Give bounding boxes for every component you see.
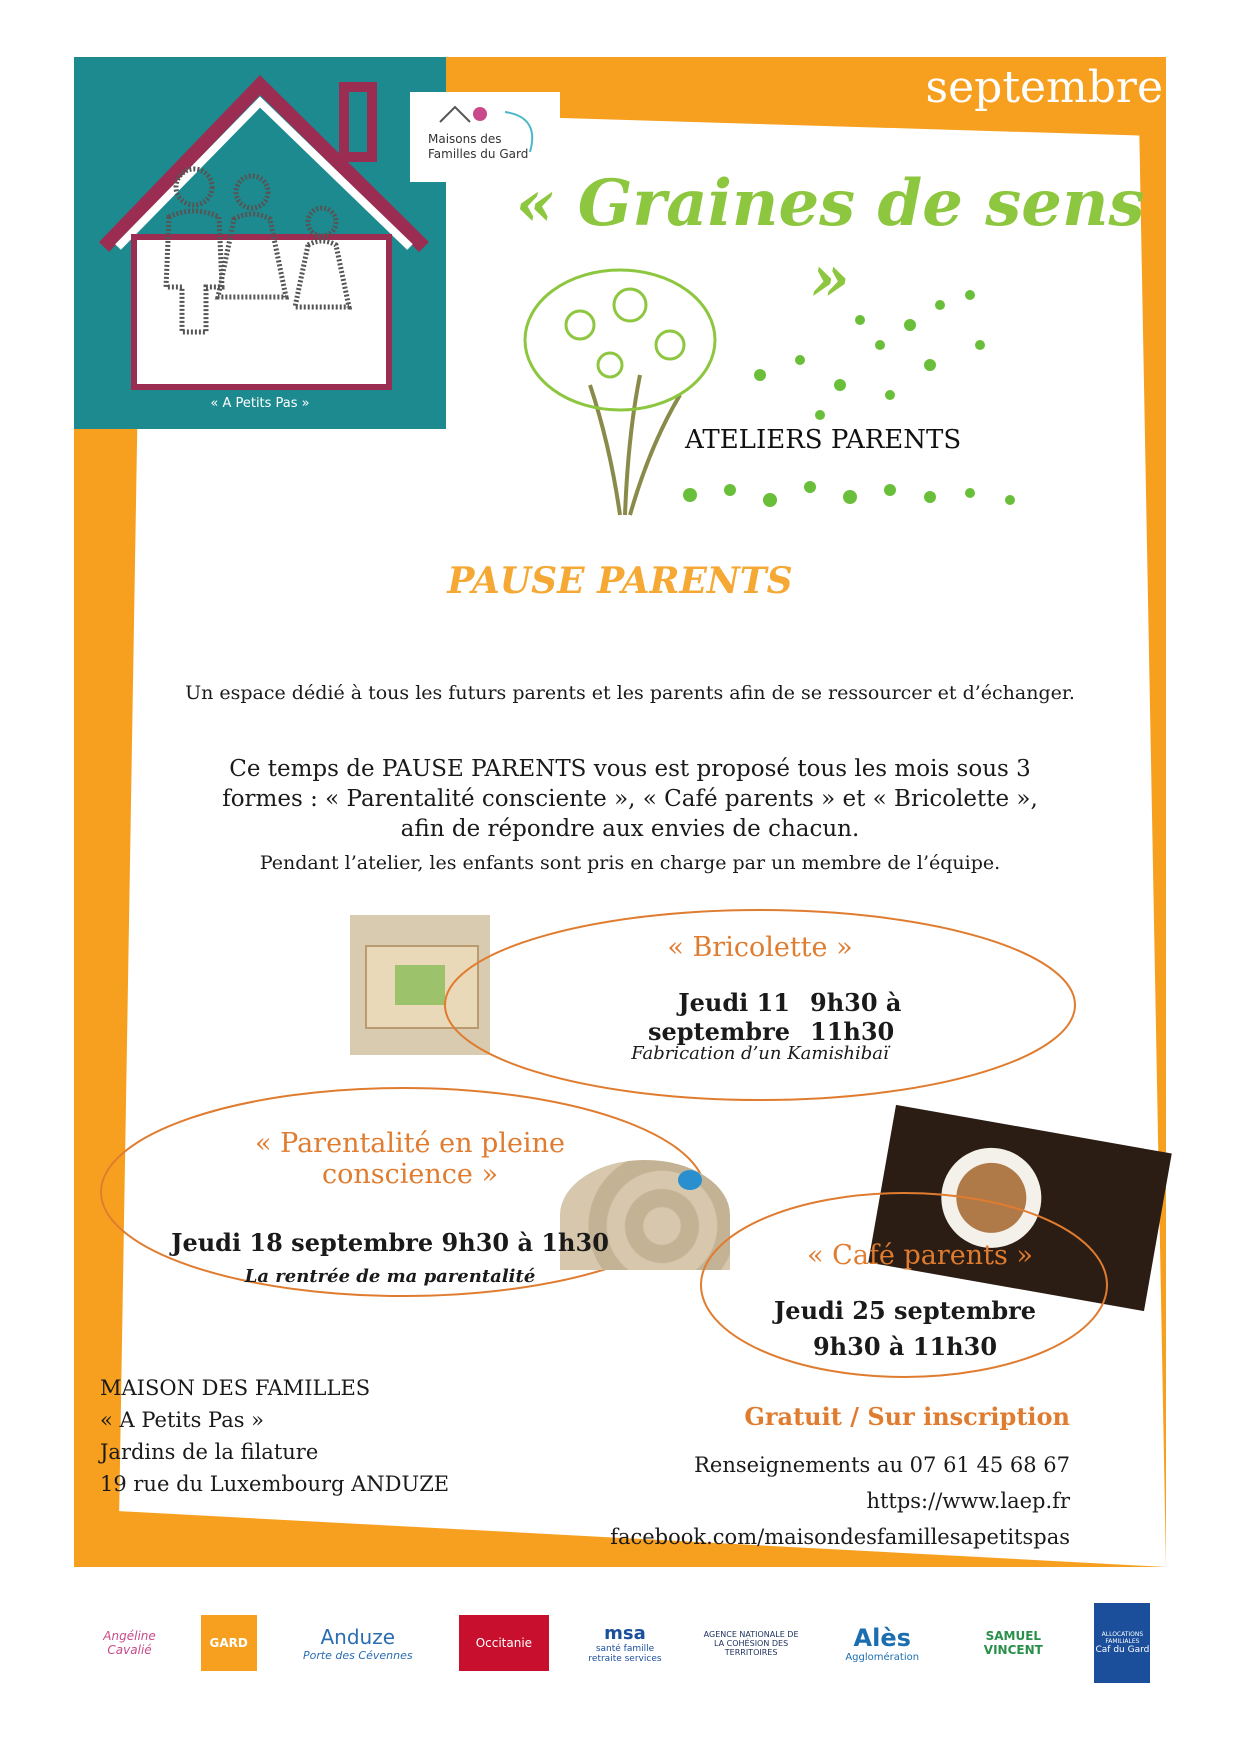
sponsor-msa-tagline: santé famille retraite services: [588, 1643, 662, 1664]
description-line: afin de répondre aux envies de chacun.: [400, 816, 860, 842]
sponsor-ales-tagline: Agglomération: [845, 1651, 920, 1663]
facebook-link[interactable]: facebook.com/maisondesfamillesapetitspas: [610, 1525, 1070, 1549]
bricolette-date: Jeudi 11 septembre: [647, 988, 790, 1046]
butterfly-icon: [678, 1170, 702, 1190]
sponsor-occitanie-logo: Occitanie: [459, 1615, 549, 1671]
sponsor-gard-logo: GARD: [201, 1615, 257, 1671]
sponsor-msa-logo: [580, 1615, 670, 1671]
logo-title: MAISON DES FAMILLES: [152, 366, 368, 385]
sponsor-caf-logo: [1094, 1603, 1150, 1683]
sponsor-anct-logo: AGENCE NATIONALE DE LA COHÉSION DES TERRITOIRES: [703, 1629, 799, 1657]
cafe-time: 9h30 à 11h30: [812, 1332, 998, 1361]
address-block: [100, 1372, 449, 1500]
section-title: PAUSE PARENTS: [447, 560, 793, 602]
sponsor-ales-logo: [832, 1615, 932, 1671]
sponsor-anduze-tagline: Porte des Cévennes: [302, 1648, 413, 1662]
sponsor-samuel-vincent-logo: SAMUEL VINCENT: [983, 1629, 1043, 1657]
parentalite-title: [200, 1128, 620, 1190]
cafe-title: « Café parents »: [807, 1240, 1033, 1271]
address-line: MAISON DES FAMILLES: [100, 1376, 371, 1400]
sponsor-caf-tagline: Caf du Gard: [1095, 1645, 1150, 1655]
address-line: « A Petits Pas »: [100, 1408, 265, 1432]
network-logo-text: [428, 132, 528, 162]
address-line: Jardins de la filature: [100, 1440, 319, 1464]
sponsor-anduze-name: Anduze: [320, 1624, 396, 1649]
description-note: Pendant l’atelier, les enfants sont pris en charge par un membre de l’équipe.: [259, 852, 1001, 874]
month-label: septembre: [925, 62, 1163, 113]
cafe-date: Jeudi 25 septembre: [773, 1296, 1037, 1325]
description: [130, 754, 1130, 844]
price-label: Gratuit / Sur inscription: [744, 1402, 1070, 1431]
bricolette-time: 9h30 à 11h30: [810, 988, 902, 1046]
sponsor-ales-name: Alès: [853, 1623, 911, 1652]
sponsor-angeline-cavalie-logo: Angéline Cavalié: [103, 1629, 156, 1657]
description-line: Ce temps de PAUSE PARENTS vous est proposé tous les mois sous 3: [229, 756, 1031, 782]
sponsor-msa-name: msa: [604, 1622, 646, 1644]
parentalite-description: La rentrée de ma parentalité: [244, 1266, 536, 1287]
logo-subtitle: « A Petits Pas »: [210, 396, 310, 411]
description-line: formes : « Parentalité consciente », « Café parents » et « Bricolette »,: [222, 786, 1038, 812]
main-title: « Graines de sens »: [515, 166, 1145, 316]
parentalite-date: Jeudi 18 septembre 9h30 à 1h30: [171, 1228, 609, 1257]
network-logo-line2: Familles du Gard: [428, 147, 529, 161]
bricolette-title: « Bricolette »: [667, 932, 853, 963]
tree-illustration: [510, 265, 1040, 545]
phone: Renseignements au 07 61 45 68 67: [694, 1453, 1070, 1477]
website-link[interactable]: https://www.laep.fr: [866, 1489, 1070, 1513]
network-logo-line1: Maisons des: [428, 132, 502, 146]
intro-text: Un espace dédié à tous les futurs parents et les parents afin de se ressourcer et d’échanger.: [185, 682, 1075, 704]
sponsor-logos: [74, 1588, 1166, 1698]
bricolette-description: Fabrication d’un Kamishibaï: [631, 1043, 889, 1064]
contact-block: [600, 1447, 1070, 1555]
sponsor-anduze-logo: [288, 1615, 428, 1671]
parentalite-title-line: conscience »: [322, 1159, 498, 1190]
sponsor-caf-name: ALLOCATIONS FAMILIALES: [1101, 1631, 1144, 1645]
subtitle: ATELIERS PARENTS: [685, 425, 962, 455]
address-line: 19 rue du Luxembourg ANDUZE: [100, 1472, 450, 1496]
parentalite-title-line: « Parentalité en pleine: [255, 1128, 565, 1159]
